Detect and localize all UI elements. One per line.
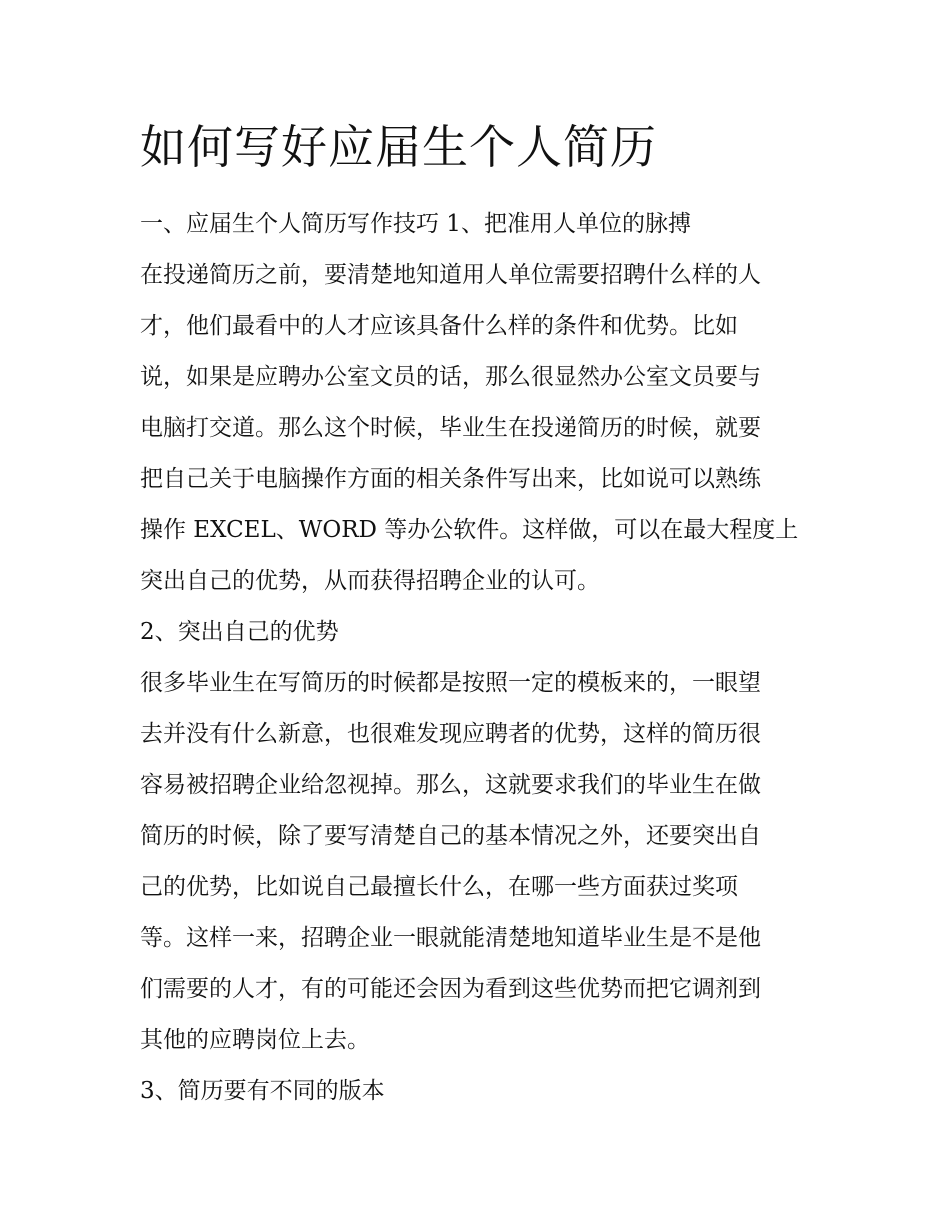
paragraph-line: 容易被招聘企业给忽视掉。那么，这就要求我们的毕业生在做 [140,772,761,798]
section-heading: 3、简历要有不同的版本 [140,1078,385,1104]
paragraph-line: 其他的应聘岗位上去。 [140,1027,370,1053]
paragraph-line: 把自己关于电脑操作方面的相关条件写出来，比如说可以熟练 [140,466,761,492]
paragraph-line: 去并没有什么新意，也很难发现应聘者的优势，这样的简历很 [140,721,761,747]
paragraph-line: 在投递简历之前，要清楚地知道用人单位需要招聘什么样的人 [140,262,761,288]
paragraph-line: 等。这样一来，招聘企业一眼就能清楚地知道毕业生是不是他 [140,925,761,951]
paragraph-line: 说，如果是应聘办公室文员的话，那么很显然办公室文员要与 [140,364,761,390]
document-body [140,199,830,1117]
paragraph-line: 才，他们最看中的人才应该具备什么样的条件和优势。比如 [140,313,738,339]
paragraph-line: 很多毕业生在写简历的时候都是按照一定的模板来的，一眼望 [140,670,761,696]
paragraph-line: 操作 EXCEL、WORD 等办公软件。这样做，可以在最大程度上 [140,517,799,543]
section-heading: 2、突出自己的优势 [140,619,339,645]
paragraph-line: 简历的时候，除了要写清楚自己的基本情况之外，还要突出自 [140,823,761,849]
paragraph-line: 电脑打交道。那么这个时候，毕业生在投递简历的时候，就要 [140,415,761,441]
document-page [140,112,830,1117]
document-title: 如何写好应届生个人简历 [140,120,657,174]
paragraph-line: 们需要的人才，有的可能还会因为看到这些优势而把它调剂到 [140,976,761,1002]
paragraph-line: 突出自己的优势，从而获得招聘企业的认可。 [140,568,600,594]
section-heading: 一、应届生个人简历写作技巧 1、把准用人单位的脉搏 [140,211,691,237]
paragraph-line: 己的优势，比如说自己最擅长什么，在哪一些方面获过奖项 [140,874,738,900]
